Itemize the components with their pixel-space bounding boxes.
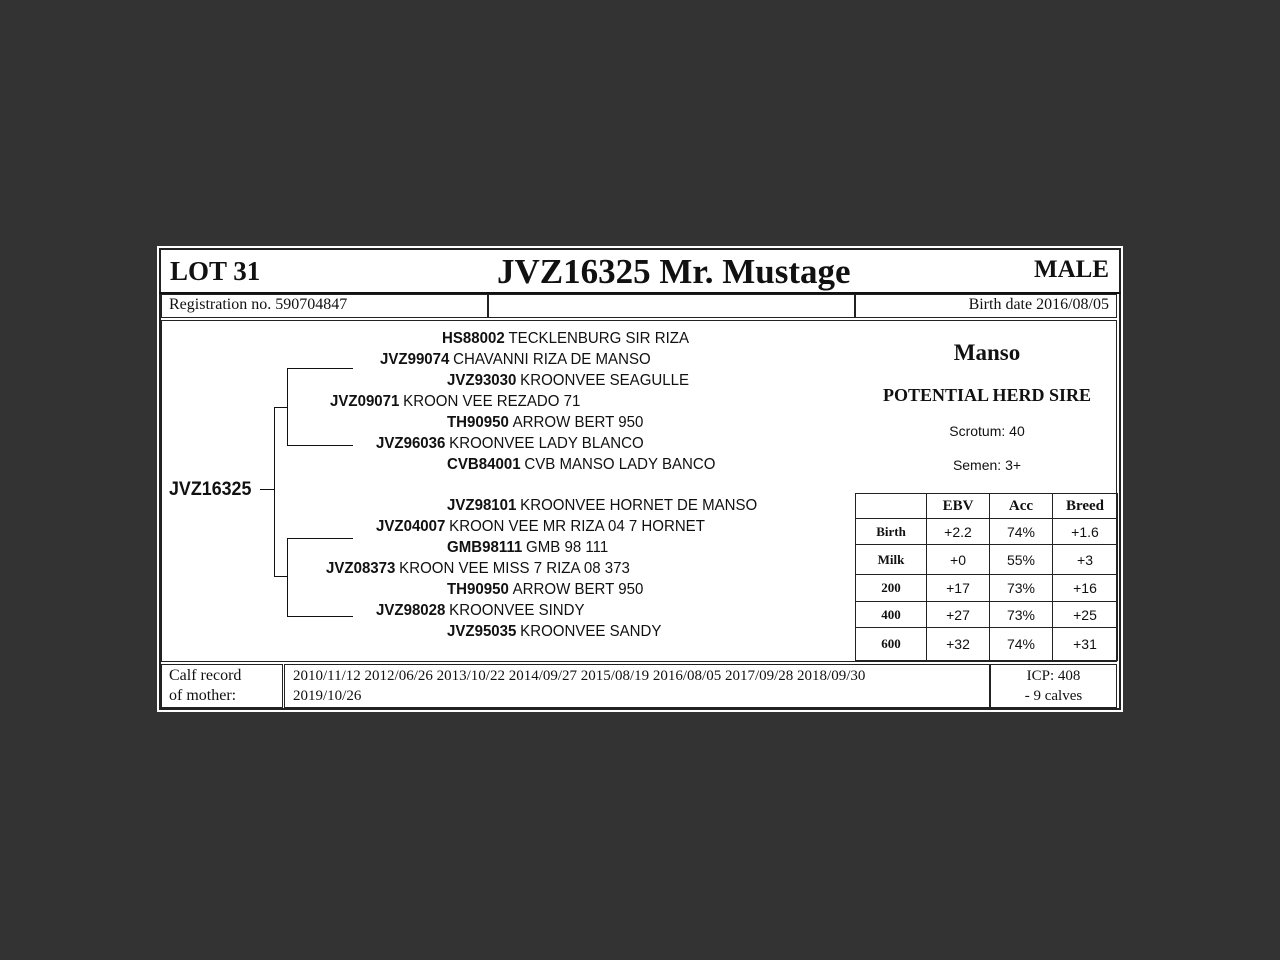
pedigree-line: [260, 489, 274, 490]
ebv-table: [855, 493, 1118, 661]
ebv-row: [856, 628, 1118, 661]
calf-count: - 9 calves: [1024, 688, 1083, 704]
pedigree-entry: TH90950 ARROW BERT 950: [447, 581, 644, 598]
ebv-accuracy: 74%: [990, 519, 1053, 545]
pedigree-line: [274, 407, 287, 408]
icp-value: ICP: 408: [1026, 668, 1081, 684]
birth-date: Birth date 2016/08/05: [968, 296, 1109, 313]
lot-number: LOT 31: [170, 256, 261, 286]
ebv-breed-average: +3: [1053, 545, 1118, 575]
ebv-trait: 400: [856, 602, 927, 628]
calf-record-label-line: of mother:: [169, 687, 237, 704]
pedigree-entry: JVZ98028 KROONVEE SINDY: [376, 602, 585, 619]
ebv-row: [856, 545, 1118, 575]
sex-label: MALE: [1034, 256, 1109, 283]
pedigree-entry: JVZ04007 KROON VEE MR RIZA 04 7 HORNET: [376, 518, 705, 535]
pedigree-line: [287, 368, 288, 446]
ebv-header-blank: [856, 494, 927, 519]
ebv-accuracy: 73%: [990, 602, 1053, 628]
pedigree-line: [287, 368, 353, 369]
ebv-breed-average: +31: [1053, 628, 1118, 661]
ebv-value: +27: [927, 602, 990, 628]
lot-card: [157, 246, 1123, 712]
ebv-accuracy: 74%: [990, 628, 1053, 661]
pedigree-line: [274, 407, 275, 577]
pedigree-subject: JVZ16325: [169, 479, 252, 500]
blank-cell: [488, 294, 855, 318]
scrotum-value: Scrotum: 40: [949, 423, 1025, 439]
pedigree-line: [287, 445, 353, 446]
ebv-header-acc: Acc: [990, 494, 1053, 519]
ebv-value: +32: [927, 628, 990, 661]
pedigree-entry: JVZ99074 CHAVANNI RIZA DE MANSO: [380, 351, 651, 368]
ebv-row: [856, 575, 1118, 602]
pedigree-entry: JVZ93030 KROONVEE SEAGULLE: [447, 372, 690, 389]
animal-title: JVZ16325 Mr. Mustage: [497, 252, 851, 291]
ebv-value: +0: [927, 545, 990, 575]
ebv-breed-average: +1.6: [1053, 519, 1118, 545]
breeder-name: Manso: [953, 340, 1021, 365]
pedigree-entry: HS88002 TECKLENBURG SIR RIZA: [442, 330, 689, 347]
calf-record-label-line: Calf record: [169, 667, 242, 684]
pedigree-line: [287, 616, 353, 617]
calf-record-dates: [293, 666, 865, 706]
pedigree-entry: JVZ08373 KROON VEE MISS 7 RIZA 08 373: [326, 560, 630, 577]
pedigree-entry: JVZ95035 KROONVEE SANDY: [447, 623, 662, 640]
ebv-accuracy: 55%: [990, 545, 1053, 575]
ebv-trait: 600: [856, 628, 927, 661]
pedigree-entry: TH90950 ARROW BERT 950: [447, 414, 644, 431]
pedigree-line: [287, 538, 288, 616]
calf-dates-line: 2010/11/12 2012/06/26 2013/10/22 2014/09/27 2015/08/19 2016/08/05 2017/09/28 2018/09/30: [293, 668, 866, 684]
status-label: POTENTIAL HERD SIRE: [882, 385, 1092, 405]
pedigree-entry: JVZ09071 KROON VEE REZADO 71: [330, 393, 581, 410]
calf-dates-line: 2019/10/26: [293, 688, 362, 704]
ebv-header-ebv: EBV: [927, 494, 990, 519]
ebv-value: +17: [927, 575, 990, 602]
ebv-trait: Milk: [856, 545, 927, 575]
pedigree-line: [287, 538, 353, 539]
icp-info: [990, 666, 1117, 706]
ebv-breed-average: +16: [1053, 575, 1118, 602]
ebv-row: [856, 519, 1118, 545]
pedigree-entry: JVZ96036 KROONVEE LADY BLANCO: [376, 435, 644, 452]
ebv-row: [856, 602, 1118, 628]
ebv-trait: 200: [856, 575, 927, 602]
ebv-accuracy: 73%: [990, 575, 1053, 602]
ebv-value: +2.2: [927, 519, 990, 545]
semen-value: Semen: 3+: [952, 457, 1022, 473]
ebv-breed-average: +25: [1053, 602, 1118, 628]
ebv-trait: Birth: [856, 519, 927, 545]
registration-number: Registration no. 590704847: [169, 296, 348, 313]
pedigree-entry: CVB84001 CVB MANSO LADY BANCO: [447, 456, 716, 473]
calf-record-label: [169, 666, 241, 706]
pedigree-entry: JVZ98101 KROONVEE HORNET DE MANSO: [447, 497, 758, 514]
pedigree-entry: GMB98111 GMB 98 111: [447, 539, 609, 556]
ebv-header-breed: Breed: [1053, 494, 1118, 519]
ebv-header-row: [856, 494, 1118, 519]
pedigree-line: [274, 576, 287, 577]
